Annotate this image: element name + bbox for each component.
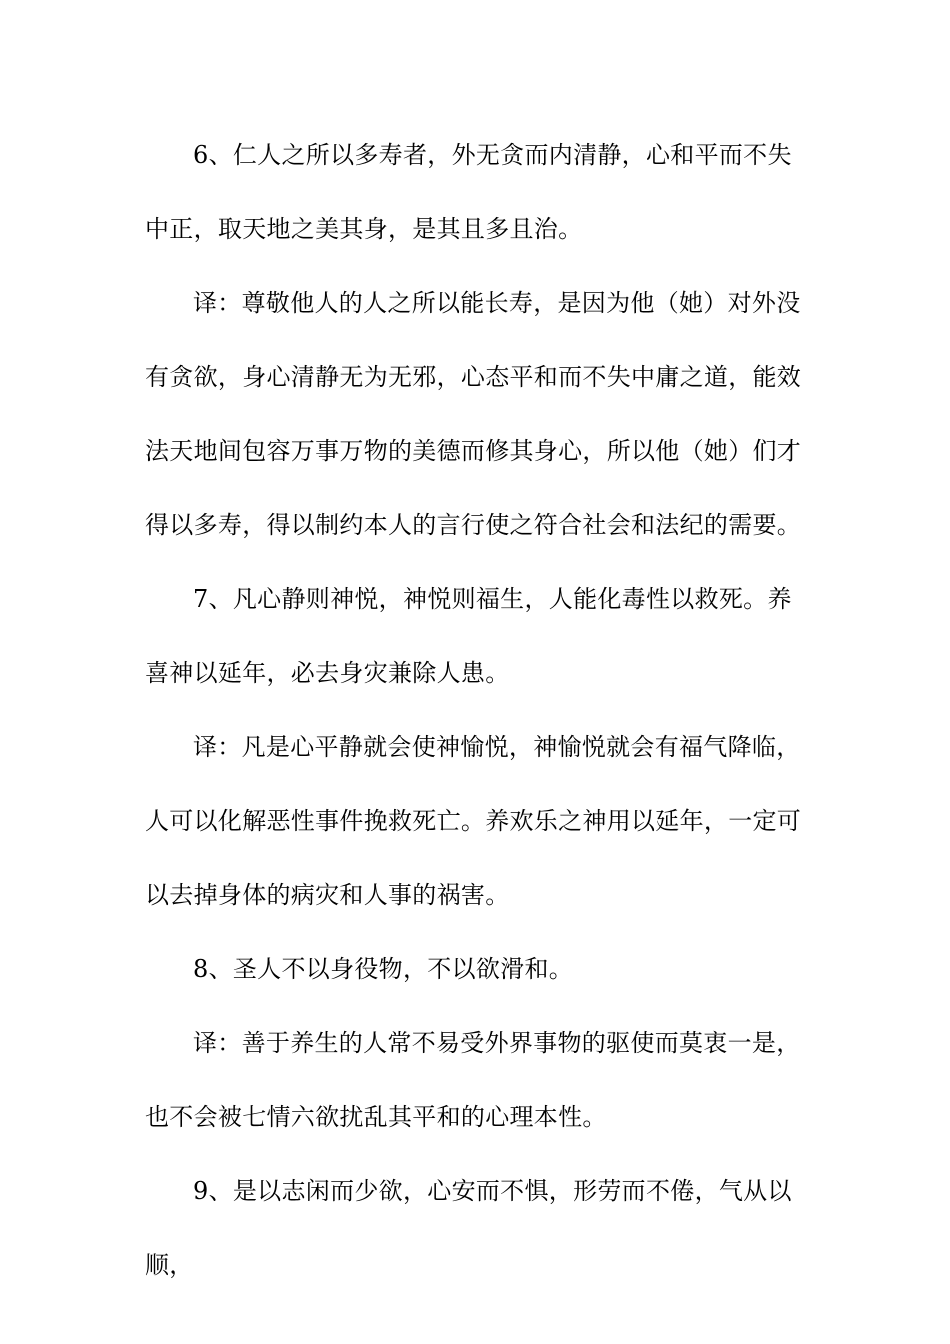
paragraph-6-translation: 译：尊敬他人的人之所以能长寿，是因为他（她）对外没有贪欲，身心清静无为无邪，心态平和而不失中庸之道，能效法天地间包容万事万物的美德而修其身心，所以他（她）们才得以多寿，得以制约本人的言行使之符合社会和法纪的需要。	[145, 289, 802, 539]
paragraph-7: 7、凡心静则神悦，神悦则福生，人能化毒性以救死。养喜神以延年，必去身灾兼除人患。	[145, 585, 792, 687]
paragraph-8-translation: 译：善于养生的人常不易受外界事物的驱使而莫衷一是，也不会被七情六欲扰乱其平和的心理本性。	[145, 1029, 801, 1131]
paragraph-7-translation: 译：凡是心平静就会使神愉悦，神愉悦就会有福气降临，人可以化解恶性事件挽救死亡。养欢乐之神用以延年，一定可以去掉身体的病灾和人事的祸害。	[145, 733, 802, 909]
paragraph-8: 8、圣人不以身役物，不以欲滑和。	[193, 955, 574, 983]
paragraph-6: 6、仁人之所以多寿者，外无贪而内清静，心和平而不失中正，取天地之美其身，是其且多且治。	[145, 141, 792, 243]
paragraph-9: 9、是以志闲而少欲，心安而不惧，形劳而不倦，气从以顺，	[145, 1177, 792, 1279]
